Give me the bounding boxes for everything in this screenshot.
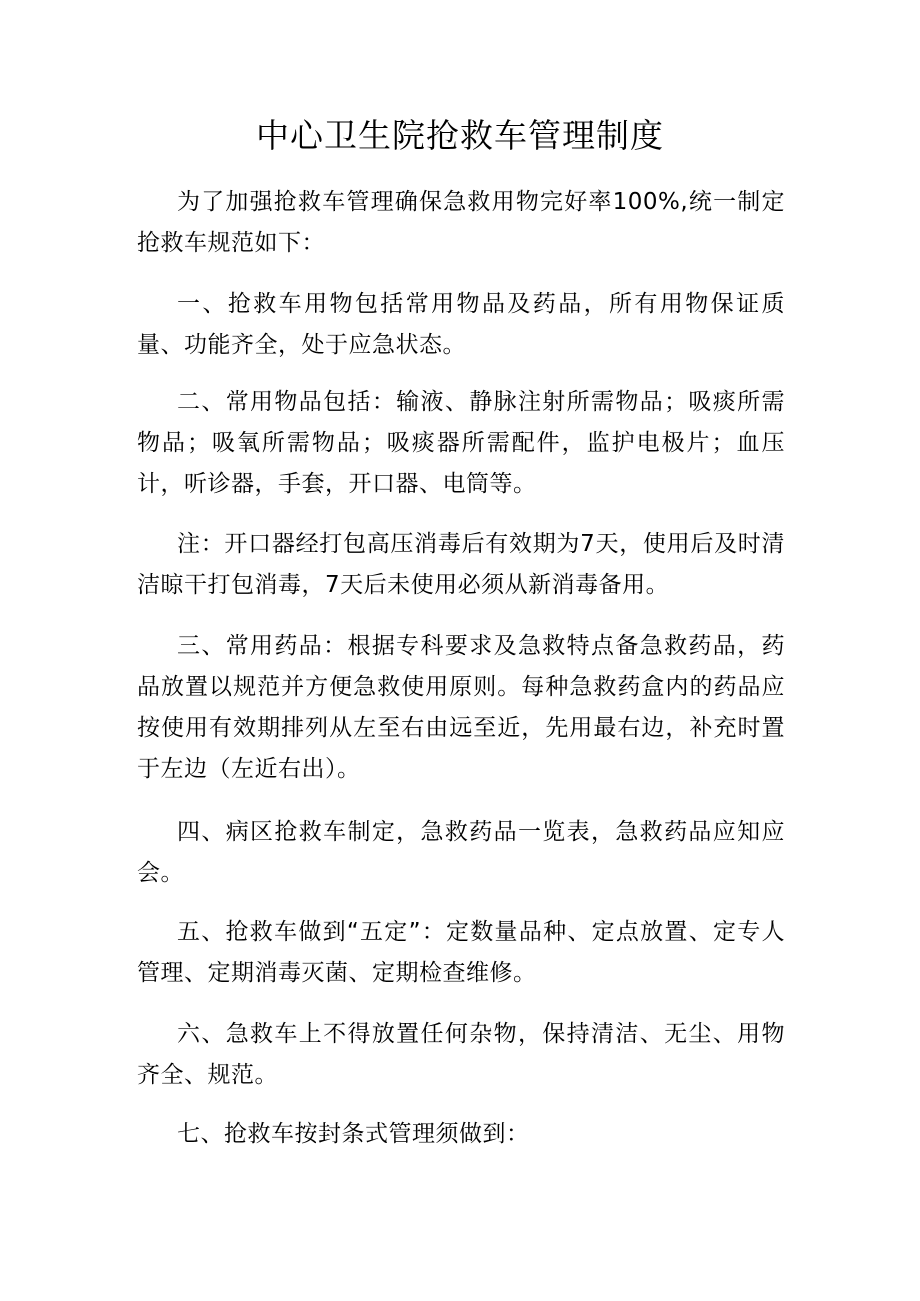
- document-title: 中心卫生院抢救车管理制度: [256, 116, 664, 155]
- paragraph-item-1: 一、抢救车用物包括常用物品及药品，所有用物保证质量、功能齐全，处于应急状态。: [137, 291, 785, 358]
- paragraph-item-4: 四、病区抢救车制定，急救药品一览表，急救药品应知应会。: [137, 819, 785, 886]
- paragraph-intro: 为了加强抢救车管理确保急救用物完好率100%,统一制定抢救车规范如下：: [137, 189, 785, 256]
- paragraph-item-5: 五、抢救车做到“五定”：定数量品种、定点放置、定专人管理、定期消毒灭菌、定期检查维修。: [137, 919, 785, 986]
- paragraph-item-7: 七、抢救车按封条式管理须做到：: [177, 1121, 530, 1147]
- paragraph-item-6: 六、急救车上不得放置任何杂物，保持清洁、无尘、用物齐全、规范。: [137, 1021, 785, 1088]
- paragraph-note: 注：开口器经打包高压消毒后有效期为7天，使用后及时清洁晾干打包消毒，7天后未使用必须从新消毒备用。: [137, 531, 785, 598]
- paragraph-item-2: 二、常用物品包括：输液、静脉注射所需物品；吸痰所需物品；吸氧所需物品；吸痰器所需配件，监护电极片；血压计，听诊器，手套，开口器、电筒等。: [137, 389, 785, 497]
- paragraph-item-3: 三、常用药品：根据专科要求及急救特点备急救药品，药品放置以规范并方便急救使用原则。每种急救药盒内的药品应按使用有效期排列从左至右由远至近，先用最右边，补充时置于左边（左近右出）。: [137, 633, 785, 782]
